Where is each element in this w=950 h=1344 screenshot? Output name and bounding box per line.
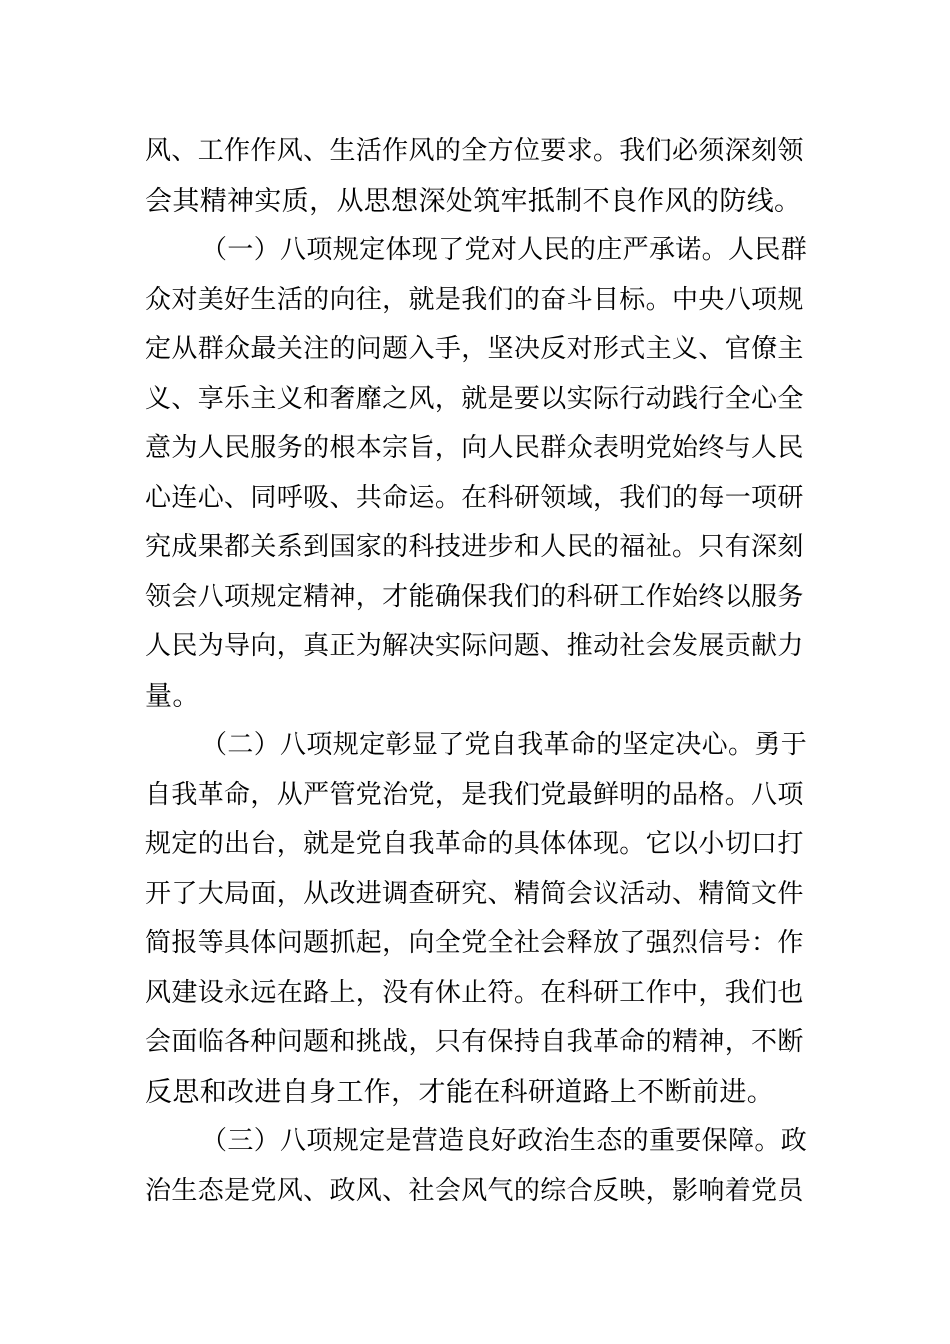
text-line: 规定的出台，就是党自我革命的具体体现。它以小切口打 [145,829,804,859]
text-line: 定从群众最关注的问题入手，坚决反对形式主义、官僚主 [145,334,804,364]
text-line: 量。 [145,680,200,712]
text-line: 简报等具体问题抓起，向全党全社会释放了强烈信号：作 [145,928,804,958]
text-line: 治生态是党风、政风、社会风气的综合反映，影响着党员 [145,1175,804,1206]
text-line: 自我革命，从严管党治党，是我们党最鲜明的品格。八项 [145,779,804,810]
text-line: 风、工作作风、生活作风的全方位要求。我们必须深刻领 [145,136,804,166]
text-line: 义、享乐主义和奢靡之风，就是要以实际行动践行全心全 [145,383,804,414]
text-line: 究成果都关系到国家的科技进步和人民的福祉。只有深刻 [145,532,804,562]
text-line: 意为人民服务的根本宗旨，向人民群众表明党始终与人民 [145,433,804,463]
text-line: 会其精神实质，从思想深处筑牢抵制不良作风的防线。 [145,185,802,217]
text-line: 会面临各种问题和挑战，只有保持自我革命的精神，不断 [145,1027,804,1057]
section-heading-line: （一）八项规定体现了党对人民的庄严承诺。人民群 [201,235,808,265]
text-line: 众对美好生活的向往，就是我们的奋斗目标。中央八项规 [145,284,804,315]
text-line: 风建设永远在路上，没有休止符。在科研工作中，我们也 [145,977,804,1008]
section-heading-line: （三）八项规定是营造良好政治生态的重要保障。政 [201,1126,808,1156]
text-line: 开了大局面，从改进调查研究、精简会议活动、精简文件 [145,878,804,909]
section-heading-line: （二）八项规定彰显了党自我革命的坚定决心。勇于 [201,730,808,760]
text-line: 人民为导向，真正为解决实际问题、推动社会发展贡献力 [145,631,804,661]
text-line: 心连心、同呼吸、共命运。在科研领域，我们的每一项研 [145,482,804,513]
text-line: 反思和改进自身工作，才能在科研道路上不断前进。 [145,1076,775,1108]
body-text [145,127,810,1216]
text-line: 领会八项规定精神，才能确保我们的科研工作始终以服务 [145,581,804,612]
